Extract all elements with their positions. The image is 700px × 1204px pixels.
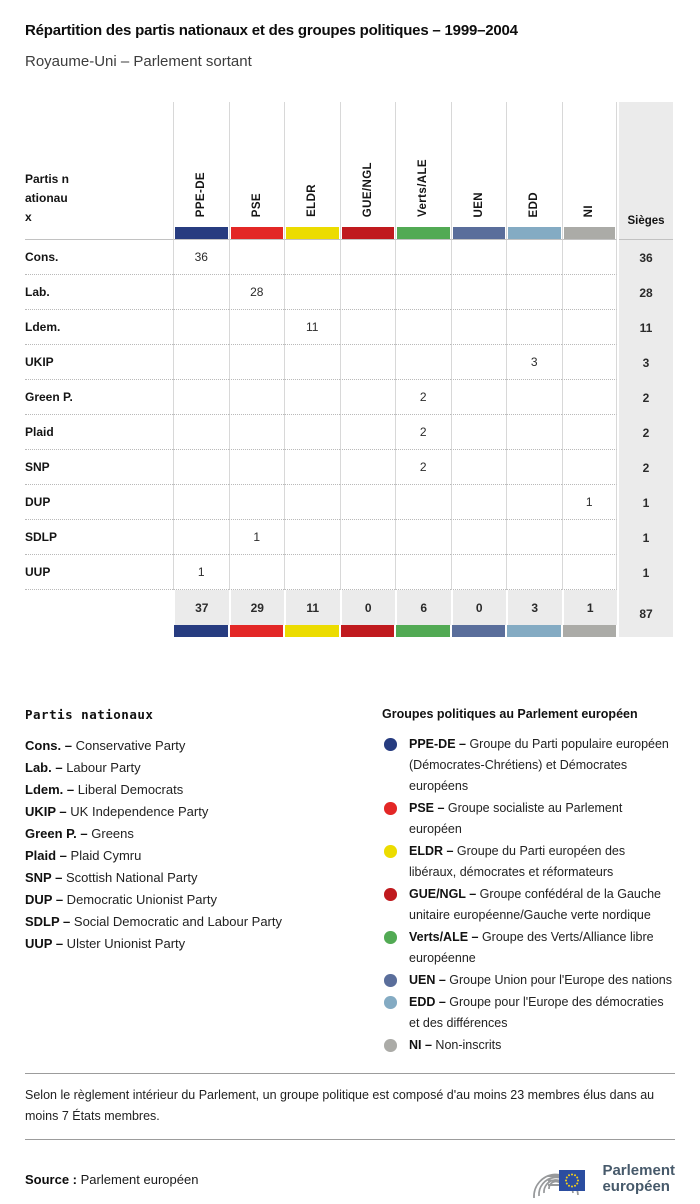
hemicycle-eu-flag-icon: [524, 1154, 596, 1204]
seat-count-cell: [451, 555, 507, 590]
footnote: Selon le règlement intérieur du Parlement, un groupe politique est composé d'au moins 23 membres élus dans au moins 7 États membres.: [25, 1088, 655, 1123]
party-row-label: UKIP: [25, 345, 173, 380]
group-legend-item: [382, 734, 675, 797]
group-column-header: [173, 102, 229, 240]
seat-count-cell: [173, 485, 229, 520]
party-legend-item: [25, 911, 382, 933]
group-color-bar-fill: [563, 625, 617, 637]
party-legend-abbr: UKIP –: [25, 804, 67, 819]
seat-count-cell: [506, 275, 562, 310]
group-color-bar: [342, 227, 395, 239]
seat-count-cell: [395, 345, 451, 380]
seat-count-cell: [284, 450, 340, 485]
seat-count-cell: [340, 555, 396, 590]
group-color-bar-bottom: [562, 625, 618, 637]
group-column-label: PSE: [250, 192, 263, 217]
legends-section: [25, 707, 675, 1057]
grand-total-cell: 87: [619, 590, 673, 637]
party-row-label: DUP: [25, 485, 173, 520]
seat-count-cell: [340, 275, 396, 310]
group-legend-abbr: PSE –: [409, 801, 445, 815]
group-column-label: GUE/NGL: [361, 161, 374, 217]
group-color-dot: [384, 802, 397, 815]
seat-count-cell: [229, 555, 285, 590]
group-legend-abbr: EDD –: [409, 995, 446, 1009]
seat-count-cell: [284, 275, 340, 310]
party-legend-abbr: SNP –: [25, 870, 63, 885]
party-legend-abbr: DUP –: [25, 892, 64, 907]
group-column-header: [340, 102, 396, 240]
group-legend-item: [382, 992, 675, 1034]
seat-count-cell: [284, 240, 340, 275]
column-total-cell: 3: [506, 590, 562, 625]
party-legend-item: [25, 779, 382, 801]
page-subtitle: Royaume-Uni – Parlement sortant: [25, 53, 252, 70]
group-column-label: PPE-DE: [195, 171, 208, 217]
european-parliament-logo: [524, 1154, 675, 1204]
group-legend-desc: Groupe Union pour l'Europe des nations: [445, 973, 672, 987]
seat-count-cell: [506, 310, 562, 345]
group-column-label: EDD: [528, 191, 541, 217]
group-color-bar-bottom: [451, 625, 507, 637]
seats-table: [25, 102, 675, 637]
seat-count-cell: [506, 485, 562, 520]
group-legend-desc: Groupe du Parti européen des libéraux, démocrates et réformateurs: [409, 844, 626, 879]
row-seats-cell: 2: [619, 450, 673, 485]
seat-count-cell: [506, 415, 562, 450]
group-column-label: Verts/ALE: [417, 159, 430, 217]
party-legend-name: Social Democratic and Labour Party: [70, 914, 282, 929]
seat-count-cell: [229, 380, 285, 415]
bottom-bar-spacer: [25, 625, 173, 637]
row-seats-cell: 2: [619, 380, 673, 415]
seat-count-cell: 36: [173, 240, 229, 275]
group-column-header: [395, 102, 451, 240]
group-legend-abbr: NI –: [409, 1038, 432, 1052]
seat-count-cell: [562, 450, 618, 485]
seat-count-cell: 1: [562, 485, 618, 520]
seat-count-cell: [506, 240, 562, 275]
seat-count-cell: [173, 275, 229, 310]
group-legend-item: [382, 884, 675, 926]
group-color-bar-fill: [230, 625, 284, 637]
group-color-bar-bottom: [229, 625, 285, 637]
seat-count-cell: 1: [229, 520, 285, 555]
party-legend-item: [25, 801, 382, 823]
logo-line1: Parlement: [602, 1162, 675, 1179]
row-seats-cell: 1: [619, 485, 673, 520]
row-seats-cell: 2: [619, 415, 673, 450]
party-legend-name: UK Independence Party: [66, 804, 209, 819]
seat-count-cell: [451, 415, 507, 450]
group-column-label: NI: [583, 204, 596, 217]
seat-count-cell: [562, 345, 618, 380]
source-text: [25, 1172, 198, 1187]
party-legend-name: Labour Party: [62, 760, 141, 775]
seat-count-cell: [395, 310, 451, 345]
seat-count-cell: [395, 520, 451, 555]
party-row-label: Cons.: [25, 240, 173, 275]
logo-line2: européen: [602, 1178, 670, 1195]
row-header-label: Partis nationaux: [25, 172, 70, 224]
group-color-dot: [384, 996, 397, 1009]
group-color-bar: [231, 227, 284, 239]
party-row-label: SDLP: [25, 520, 173, 555]
seat-count-cell: [562, 275, 618, 310]
party-legend-item: [25, 933, 382, 955]
party-legend-name: Liberal Democrats: [74, 782, 184, 797]
group-color-bar: [564, 227, 616, 239]
page-title: Répartition des partis nationaux et des groupes politiques – 1999–2004: [25, 22, 518, 39]
seat-count-cell: [451, 520, 507, 555]
seat-count-cell: [229, 450, 285, 485]
group-legend-item: [382, 1035, 675, 1056]
seat-count-cell: [229, 345, 285, 380]
group-legend-item: [382, 927, 675, 969]
group-color-dot: [384, 974, 397, 987]
group-column-header: [284, 102, 340, 240]
group-color-bar-fill: [174, 625, 228, 637]
seat-count-cell: [229, 485, 285, 520]
column-total-cell: 11: [284, 590, 340, 625]
party-row-label: Green P.: [25, 380, 173, 415]
seat-count-cell: 3: [506, 345, 562, 380]
party-legend-abbr: Lab. –: [25, 760, 63, 775]
seat-count-cell: [229, 310, 285, 345]
seat-count-cell: [229, 415, 285, 450]
group-legend-desc: Groupe pour l'Europe des démocraties et des différences: [409, 995, 664, 1030]
party-row-label: Lab.: [25, 275, 173, 310]
seat-count-cell: [340, 240, 396, 275]
seats-column-header: [619, 102, 673, 240]
row-seats-cell: 28: [619, 275, 673, 310]
group-color-bar-bottom: [173, 625, 229, 637]
seat-count-cell: [506, 520, 562, 555]
seat-count-cell: [451, 380, 507, 415]
group-color-bar: [508, 227, 561, 239]
group-legend-item: [382, 970, 675, 991]
seat-count-cell: [395, 555, 451, 590]
group-color-bar-fill: [452, 625, 506, 637]
seat-count-cell: [451, 275, 507, 310]
seat-count-cell: [340, 380, 396, 415]
group-color-bar-fill: [507, 625, 561, 637]
party-legend-abbr: SDLP –: [25, 914, 71, 929]
seat-count-cell: [284, 380, 340, 415]
row-seats-cell: 1: [619, 520, 673, 555]
row-seats-cell: 36: [619, 240, 673, 275]
group-legend-abbr: UEN –: [409, 973, 446, 987]
party-legend-name: Democratic Unionist Party: [63, 892, 217, 907]
seat-count-cell: [506, 380, 562, 415]
party-legend-abbr: Ldem. –: [25, 782, 75, 797]
party-legend-abbr: UUP –: [25, 936, 64, 951]
seat-count-cell: [340, 450, 396, 485]
seat-count-cell: 28: [229, 275, 285, 310]
source-value: Parlement européen: [80, 1171, 199, 1187]
totals-row-spacer: [25, 590, 173, 625]
group-color-bar-bottom: [395, 625, 451, 637]
group-color-dot: [384, 845, 397, 858]
group-legend-desc: Non-inscrits: [431, 1038, 502, 1052]
seat-count-cell: [173, 345, 229, 380]
row-seats-cell: 1: [619, 555, 673, 590]
seat-count-cell: [562, 240, 618, 275]
party-legend-item: [25, 757, 382, 779]
party-row-label: Plaid: [25, 415, 173, 450]
seat-count-cell: 11: [284, 310, 340, 345]
group-legend-item: [382, 798, 675, 840]
group-column-header: [562, 102, 618, 240]
seat-count-cell: [451, 345, 507, 380]
source-row: [25, 1154, 675, 1204]
seat-count-cell: [562, 415, 618, 450]
group-legend-item: [382, 841, 675, 883]
seat-count-cell: [340, 345, 396, 380]
national-parties-legend-title: Partis nationaux: [25, 707, 154, 722]
seat-count-cell: [173, 520, 229, 555]
group-column-label: ELDR: [306, 184, 319, 217]
group-legend-desc: Groupe du Parti populaire européen (Démocrates-Chrétiens) et Démocrates européens: [409, 737, 669, 793]
seat-count-cell: [395, 275, 451, 310]
group-column-header: [451, 102, 507, 240]
seat-count-cell: [173, 415, 229, 450]
group-color-bar-fill: [341, 625, 395, 637]
seat-count-cell: [284, 485, 340, 520]
row-header-cell: [25, 102, 173, 240]
column-total-cell: 0: [451, 590, 507, 625]
national-parties-legend-list: [25, 735, 382, 955]
seat-count-cell: 2: [395, 450, 451, 485]
group-color-bar: [397, 227, 450, 239]
seat-count-cell: [451, 310, 507, 345]
party-legend-item: [25, 823, 382, 845]
group-column-header: [229, 102, 285, 240]
party-legend-item: [25, 735, 382, 757]
seat-count-cell: [506, 450, 562, 485]
seat-count-cell: [451, 450, 507, 485]
seat-count-cell: [451, 240, 507, 275]
group-color-dot: [384, 738, 397, 751]
seats-column-label: Sièges: [627, 215, 665, 227]
seat-count-cell: [173, 380, 229, 415]
group-color-dot: [384, 931, 397, 944]
group-color-bar: [175, 227, 228, 239]
column-total-cell: 37: [173, 590, 229, 625]
party-legend-abbr: Green P. –: [25, 826, 88, 841]
party-legend-name: Plaid Cymru: [66, 848, 142, 863]
group-color-bar-fill: [285, 625, 339, 637]
seat-count-cell: [395, 240, 451, 275]
group-color-bar: [453, 227, 506, 239]
political-groups-legend: [382, 707, 675, 1057]
seat-count-cell: [562, 310, 618, 345]
political-groups-legend-list: [382, 734, 675, 1056]
row-seats-cell: 11: [619, 310, 673, 345]
seat-count-cell: [173, 310, 229, 345]
party-legend-name: Ulster Unionist Party: [63, 936, 186, 951]
infographic-page: [0, 22, 700, 1204]
divider: [25, 1073, 675, 1074]
seat-count-cell: [284, 345, 340, 380]
seat-count-cell: [562, 520, 618, 555]
column-total-cell: 6: [395, 590, 451, 625]
party-legend-abbr: Cons. –: [25, 738, 72, 753]
group-legend-abbr: ELDR –: [409, 844, 454, 858]
party-legend-abbr: Plaid –: [25, 848, 67, 863]
party-legend-item: [25, 889, 382, 911]
group-color-bar-fill: [396, 625, 450, 637]
seat-count-cell: [229, 240, 285, 275]
group-legend-desc: Groupe des Verts/Alliance libre européenne: [409, 930, 654, 965]
seat-count-cell: [395, 485, 451, 520]
group-column-header: [506, 102, 562, 240]
seat-count-cell: [284, 520, 340, 555]
group-legend-desc: Groupe confédéral de la Gauche unitaire européenne/Gauche verte nordique: [409, 887, 662, 922]
seat-count-cell: [340, 520, 396, 555]
seat-count-cell: 1: [173, 555, 229, 590]
group-color-bar: [286, 227, 339, 239]
divider: [25, 1139, 675, 1140]
column-total-cell: 0: [340, 590, 396, 625]
party-legend-item: [25, 867, 382, 889]
column-total-cell: 29: [229, 590, 285, 625]
group-legend-desc: Groupe socialiste au Parlement européen: [409, 801, 623, 836]
party-row-label: SNP: [25, 450, 173, 485]
seat-count-cell: [562, 555, 618, 590]
seat-count-cell: 2: [395, 380, 451, 415]
party-legend-item: [25, 845, 382, 867]
seat-count-cell: [562, 380, 618, 415]
source-label: Source :: [25, 1171, 78, 1187]
group-color-bar-bottom: [284, 625, 340, 637]
seat-count-cell: [340, 415, 396, 450]
seat-count-cell: [340, 485, 396, 520]
row-seats-cell: 3: [619, 345, 673, 380]
party-legend-name: Scottish National Party: [62, 870, 198, 885]
group-column-label: UEN: [472, 191, 485, 217]
logo-wordmark: [602, 1163, 675, 1195]
group-color-bar-bottom: [340, 625, 396, 637]
party-row-label: UUP: [25, 555, 173, 590]
group-color-dot: [384, 1039, 397, 1052]
seat-count-cell: [173, 450, 229, 485]
party-row-label: Ldem.: [25, 310, 173, 345]
seat-count-cell: 2: [395, 415, 451, 450]
seat-count-cell: [451, 485, 507, 520]
group-legend-abbr: Verts/ALE –: [409, 930, 479, 944]
party-legend-name: Conservative Party: [71, 738, 186, 753]
seat-count-cell: [506, 555, 562, 590]
group-color-dot: [384, 888, 397, 901]
column-total-cell: 1: [562, 590, 618, 625]
party-legend-name: Greens: [87, 826, 134, 841]
seat-count-cell: [340, 310, 396, 345]
group-legend-abbr: GUE/NGL –: [409, 887, 477, 901]
seat-count-cell: [284, 415, 340, 450]
group-legend-abbr: PPE-DE –: [409, 737, 466, 751]
national-parties-legend: [25, 707, 382, 1057]
group-color-bar-bottom: [506, 625, 562, 637]
political-groups-legend-title: Groupes politiques au Parlement européen: [382, 707, 638, 721]
seat-count-cell: [284, 555, 340, 590]
